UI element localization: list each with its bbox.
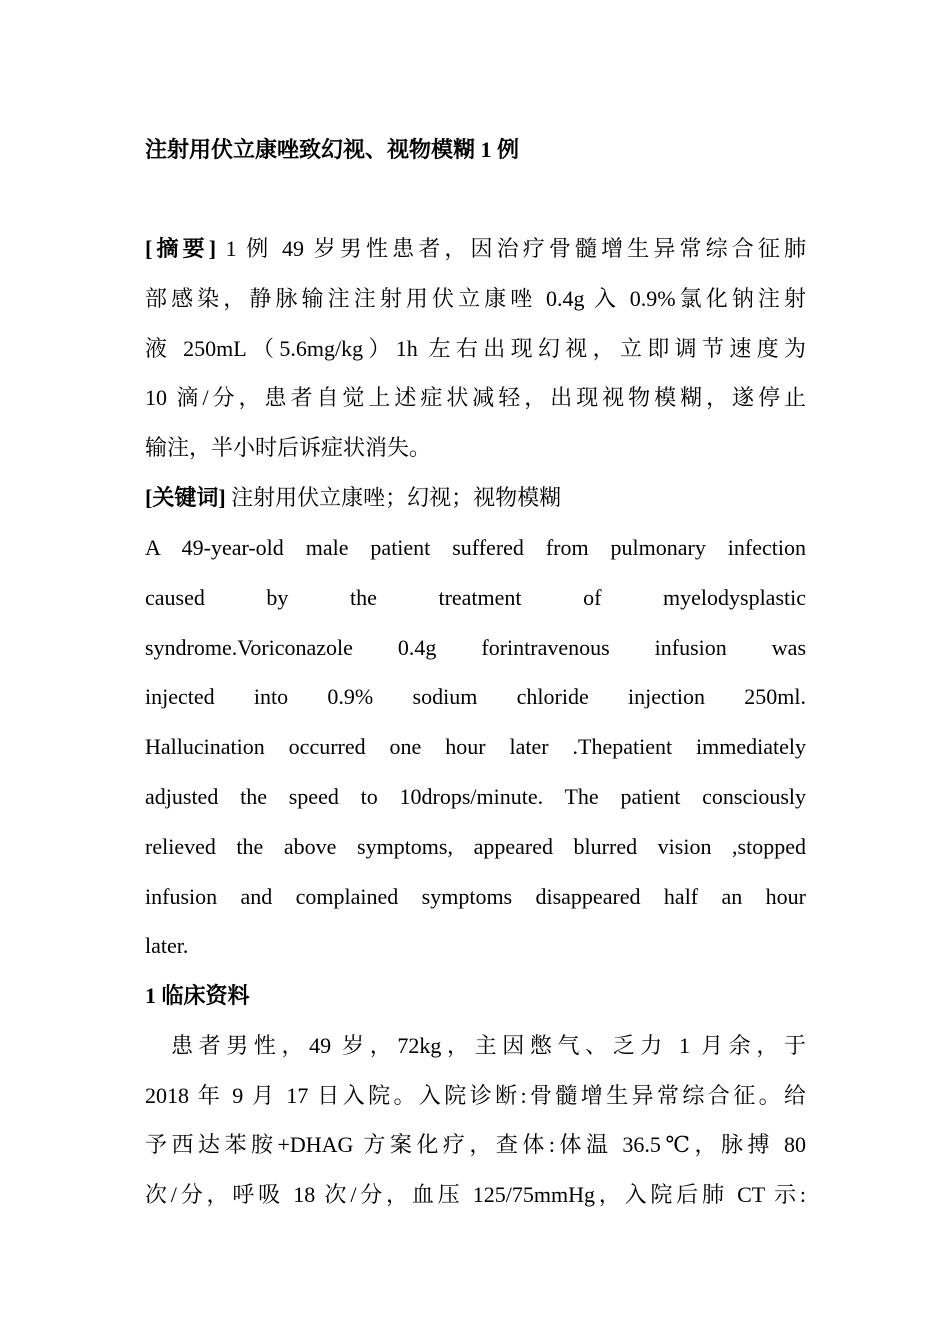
abstract-text: 1 例 49 岁男性患者，因治疗骨髓增生异常综合征肺 xyxy=(216,236,806,261)
english-abstract-line: Hallucination occurred one hour later .Thepatient immediately xyxy=(145,734,806,760)
abstract-line: 部感染，静脉输注注射用伏立康唑 0.4g 入 0.9%氯化钠注射 xyxy=(145,285,806,311)
keywords-line xyxy=(145,473,806,523)
abstract-line: 液 250mL（5.6mg/kg）1h 左右出现幻视，立即调节速度为 xyxy=(145,335,806,361)
abstract-line: 输注，半小时后诉症状消失。 xyxy=(145,435,432,461)
abstract-line xyxy=(145,224,806,274)
abstract-line: 10 滴/分，患者自觉上述症状减轻，出现视物模糊，遂停止 xyxy=(145,385,806,411)
section-line: 2018 年 9 月 17 日入院。入院诊断:骨髓增生异常综合征。给 xyxy=(145,1082,806,1108)
section-clinical-data xyxy=(145,971,806,1220)
section-heading: 1 临床资料 xyxy=(145,983,250,1008)
english-abstract-line: syndrome.Voriconazole 0.4g forintravenous infusion was xyxy=(145,634,806,660)
english-abstract-line: relieved the above symptoms, appeared blurred vision ,stopped xyxy=(145,833,806,859)
keywords-text: 注射用伏立康唑；幻视；视物模糊 xyxy=(225,484,562,510)
document-title: 注射用伏立康唑致幻视、视物模糊 1 例 xyxy=(145,137,520,162)
english-abstract-line: adjusted the speed to 10drops/minute. The patient consciously xyxy=(145,783,806,809)
abstract-label: [摘要] xyxy=(145,236,217,261)
english-abstract-line: later. xyxy=(145,933,189,959)
english-abstract-line: caused by the treatment of myelodysplastic xyxy=(145,584,806,610)
english-abstract-line: infusion and complained symptoms disappeared half an hour xyxy=(145,883,806,909)
english-abstract-line: injected into 0.9% sodium chloride injection 250ml. xyxy=(145,684,806,710)
english-abstract-line: A 49-year-old male patient suffered from pulmonary infection xyxy=(145,535,806,560)
english-abstract xyxy=(145,523,806,971)
section-line: 予西达苯胺+DHAG 方案化疗，查体:体温 36.5℃，脉搏 80 xyxy=(145,1132,806,1158)
section-line: 次/分，呼吸 18 次/分，血压 125/75mmHg，入院后肺 CT 示: xyxy=(145,1182,806,1208)
section-line: 患者男性，49 岁，72kg，主因憋气、乏力 1 月余，于 xyxy=(171,1032,806,1058)
keywords-label: [关键词] xyxy=(145,484,226,510)
abstract-section xyxy=(145,224,806,523)
